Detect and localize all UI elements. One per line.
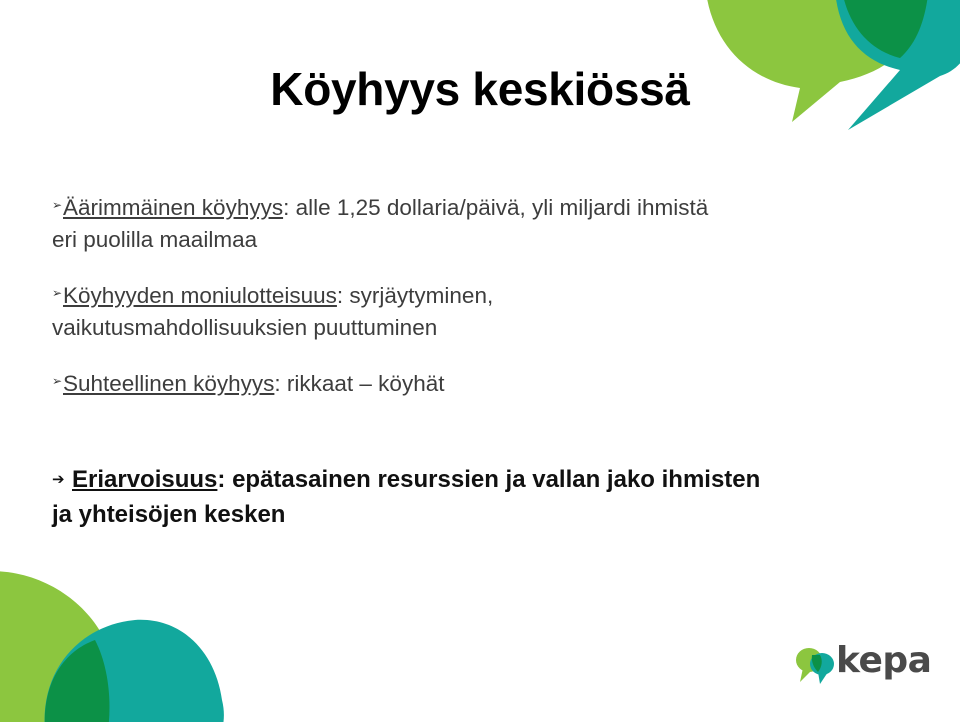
bullet-item-multidimensional-poverty [52, 277, 932, 344]
kepa-logo-text: kepa [836, 640, 932, 681]
slide-title: Köyhyys keskiössä [270, 63, 690, 115]
bullet-text: : alle 1,25 dollaria/päivä, yli miljardi ihmistä [283, 195, 709, 220]
bullet-item-extreme-poverty [52, 189, 932, 256]
highlight-term: Eriarvoisuus [72, 466, 218, 493]
bullet-item-relative-poverty [52, 365, 932, 400]
bottom-speech-bubbles-graphic [0, 571, 224, 722]
bullet-text: : syrjäytyminen, [336, 283, 494, 308]
highlight-text-continued: ja yhteisöjen kesken [52, 501, 286, 528]
bullet-text-continued: vaikutusmahdollisuuksien puuttuminen [52, 315, 438, 340]
arrowhead-bullet-icon: ➢ [52, 198, 63, 212]
bullet-text-continued: eri puolilla maailmaa [52, 227, 258, 252]
arrowhead-bullet-icon: ➢ [52, 374, 63, 388]
bullet-list [52, 189, 932, 421]
bullet-term: Köyhyyden moniulotteisuus [63, 283, 337, 308]
bullet-term: Äärimmäinen köyhyys [63, 195, 284, 220]
bullet-term: Suhteellinen köyhyys [63, 371, 275, 396]
arrow-right-icon: ➔ [52, 471, 65, 488]
arrowhead-bullet-icon: ➢ [52, 286, 63, 300]
bullet-text: : rikkaat – köyhät [274, 371, 445, 396]
highlight-text: : epätasainen resurssien ja vallan jako ihmisten [217, 466, 761, 493]
kepa-logo-mark [796, 648, 834, 684]
highlight-statement [52, 462, 932, 532]
